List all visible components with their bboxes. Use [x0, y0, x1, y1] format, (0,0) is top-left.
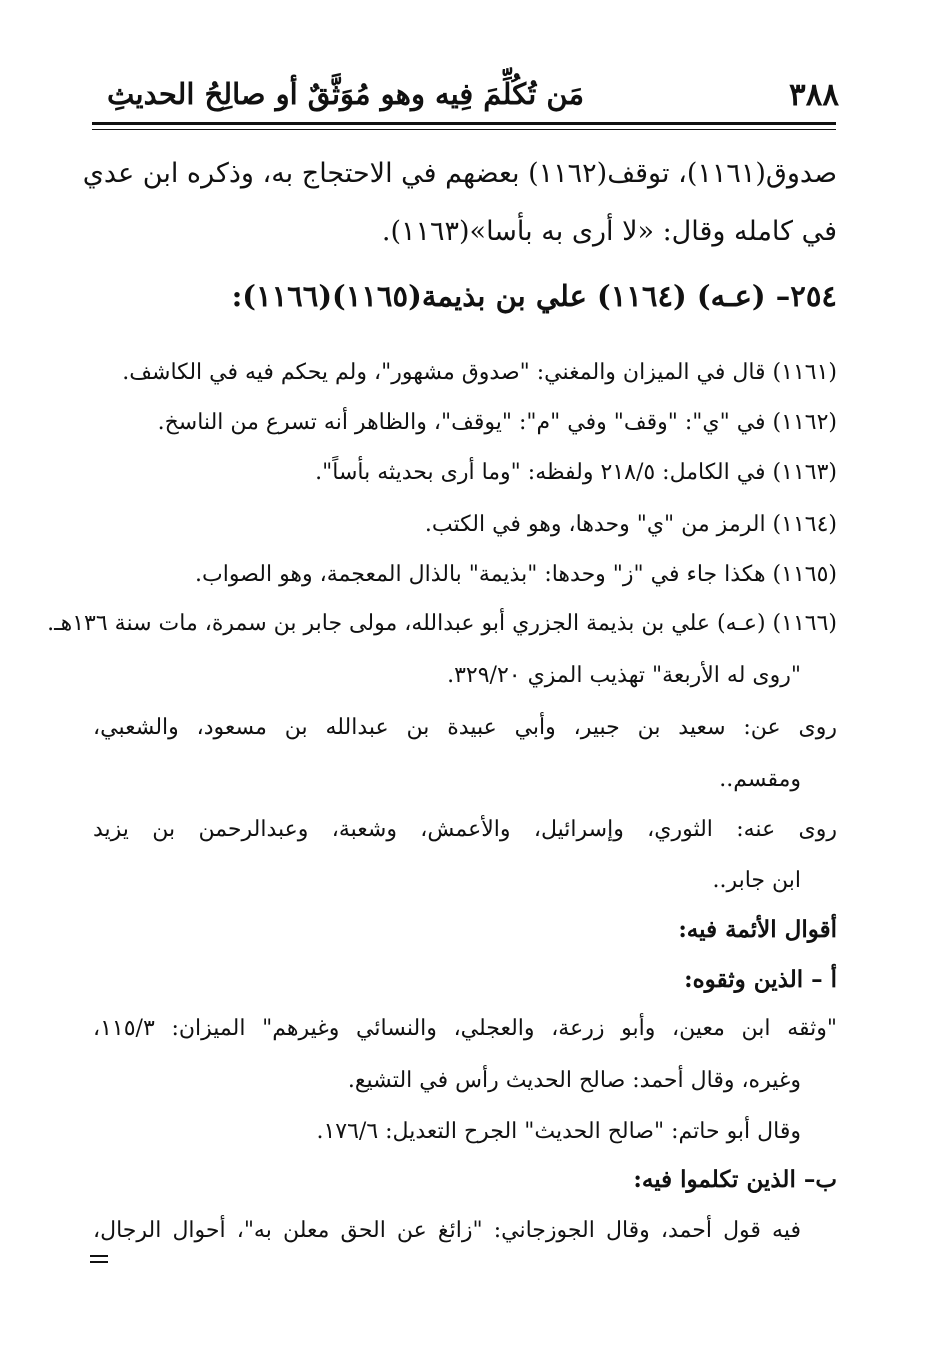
body-line-2: في كامله وقال: «لا أرى به بأسا»(١١٦٣). — [381, 216, 837, 247]
bio-line-2: روى عن: سعيد بن جبير، وأبي عبيدة بن عبدالله بن مسعود، والشعبي، — [93, 715, 837, 740]
footnote-1165: (١١٦٥) هكذا جاء في "ز" وحدها: "بذيمة" بالذال المعجمة، وهو الصواب. — [195, 562, 837, 587]
bio-line-9: فيه قول أحمد، وقال الجوزجاني: "زائغ عن الحق معلن به"، أحوال الرجال، — [93, 1218, 801, 1243]
page-number: ٣٨٨ — [789, 77, 839, 113]
header-rule-thick — [92, 122, 836, 125]
continuation-mark — [90, 1255, 108, 1267]
bio-line-1: "روى له الأربعة" تهذيب المزي ٣٢٩/٢٠. — [447, 663, 801, 688]
section-heading-opinions: أقوال الأئمة فيه: — [678, 916, 837, 943]
bio-line-6: "وثقه ابن معين، وأبو زرعة، والعجلي، والنسائي وغيرهم" الميزان: ١١٥/٣، — [93, 1016, 837, 1041]
running-header-title: مَن تُكُلِّمَ فِيه وهو مُوَثَّقٌ أو صالِحُ الحديثِ — [107, 77, 584, 111]
entry-title: ٢٥٤– (عـه) (١١٦٤) علي بن بذيمة(١١٦٥)(١١٦٦): — [231, 279, 837, 313]
bio-line-8: وقال أبو حاتم: "صالح الحديث" الجرح التعديل: ١٧٦/٦. — [316, 1119, 801, 1144]
subheading-b: ب– الذين تكلموا فيه: — [633, 1166, 837, 1193]
bio-line-3: ومقسم.. — [719, 767, 801, 792]
footnote-1163: (١١٦٣) في الكامل: ٢١٨/٥ ولفظه: "وما أرى بحديثه بأساً". — [315, 460, 837, 485]
body-line-1: صدوق(١١٦١)، توقف(١١٦٢) بعضهم في الاحتجاج به، وذكره ابن عدي — [82, 158, 837, 189]
footnote-1164: (١١٦٤) الرمز من "ي" وحدها، وهو في الكتب. — [424, 512, 837, 537]
bio-line-5: ابن جابر.. — [712, 868, 801, 893]
header-rule-thin — [92, 129, 836, 130]
footnote-1162: (١١٦٢) في "ي": "وقف" وفي "م": "يوقف"، والظاهر أنه تسرع من الناسخ. — [157, 410, 837, 435]
footnote-1166: (١١٦٦) (عـه) علي بن بذيمة الجزري أبو عبدالله، مولى جابر بن سمرة، مات سنة ١٣٦هـ. — [47, 611, 837, 636]
bio-line-7: وغيره، وقال أحمد: صالح الحديث رأس في التشيع. — [347, 1068, 801, 1093]
subheading-a: أ – الذين وثقوه: — [684, 966, 837, 993]
bio-line-4: روى عنه: الثوري، وإسرائيل، والأعمش، وشعبة، وعبدالرحمن بن يزيد — [93, 817, 837, 842]
footnote-1161: (١١٦١) قال في الميزان والمغني: "صدوق مشهور"، ولم يحكم فيه في الكاشف. — [122, 360, 837, 385]
